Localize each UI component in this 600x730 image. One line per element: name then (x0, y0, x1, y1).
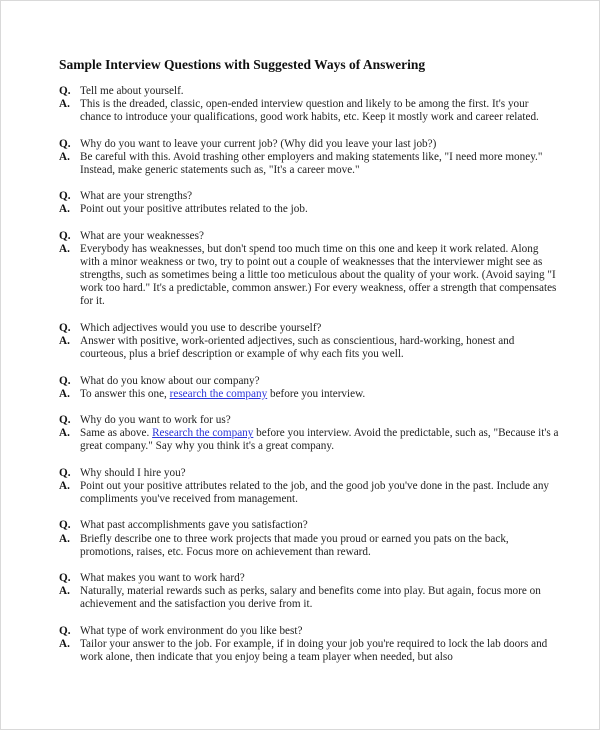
qa-item (59, 519, 559, 558)
answer-text: Be careful with this. Avoid trashing other employers and making statements like, "I need more money." Instead, make generic statements such as, "It's a career move." (80, 150, 543, 176)
answer-text-after: before you interview. (267, 387, 366, 400)
question-label: Q. (59, 85, 71, 97)
qa-item (59, 375, 559, 401)
answer-label: A. (59, 334, 70, 347)
answer-text (80, 427, 559, 453)
question-label: Q. (59, 572, 71, 585)
qa-list (59, 85, 559, 677)
answer-text: Answer with positive, work-oriented adjectives, such as conscientious, hard-working, honest and courteous, plus a brief description or example of why each fits you well. (80, 334, 515, 361)
answer-label: A. (59, 150, 70, 163)
qa-item (59, 414, 559, 453)
answer-label: A. (59, 203, 70, 216)
question-label: Q. (59, 229, 71, 242)
qa-item (59, 138, 559, 177)
question-text: Why do you want to work for us? (80, 414, 231, 427)
research-company-link[interactable]: Research the company (152, 427, 254, 440)
answer-text: Everybody has weaknesses, but don't spend too much time on this one and keep it work related. Along with a minor weakness or two, try to point out a couple of weaknesses that the interviewer might see as strengths, such as sometimes being a little too meticulous about the quality of your work. (Avoid saying "I work too hard." It's a predictable, common answer.) For every weakness, offer a strength that compensates for it. (80, 243, 557, 308)
answer-text-before: To answer this one, (80, 387, 170, 400)
question-text: What past accomplishments gave you satisfaction? (80, 519, 308, 532)
question-text: What makes you want to work hard? (80, 572, 245, 585)
question-label: Q. (59, 137, 71, 150)
answer-label: A. (59, 637, 70, 650)
answer-text: Naturally, material rewards such as perks, salary and benefits come into play. But again, focus more on achievement and the satisfaction you derive from it. (80, 585, 541, 611)
answer-text: Tailor your answer to the job. For example, if in doing your job you're required to lock the lab doors and work alone, then indicate that you enjoy being a team player when needed, but also (80, 637, 548, 663)
answer-label: A. (59, 243, 70, 256)
answer-text-before: Same as above. (80, 427, 153, 440)
answer-text: This is the dreaded, classic, open-ended interview question and likely to be among the first. It's your chance to introduce your qualifications, good work habits, etc. Keep it mostly work and career related. (80, 98, 539, 124)
research-company-link[interactable]: research the company (169, 387, 268, 400)
qa-item (59, 625, 559, 664)
question-text: Why do you want to leave your current job? (Why did you leave your last job?) (80, 137, 437, 150)
answer-label: A. (59, 585, 70, 598)
question-label: Q. (59, 624, 71, 637)
answer-label: A. (59, 98, 70, 111)
question-label: Q. (59, 519, 71, 532)
question-text: What are your strengths? (80, 190, 193, 203)
qa-item (59, 467, 559, 506)
answer-text: Briefly describe one to three work projects that made you proud or earned you pats on the back, promotions, raises, etc. Focus more on achievement than reward. (80, 532, 509, 558)
answer-label: A. (59, 479, 70, 492)
question-label: Q. (59, 466, 71, 479)
answer-label: A. (59, 532, 70, 545)
question-text: Which adjectives would you use to describe yourself? (80, 321, 322, 334)
question-text: Why should I hire you? (80, 466, 186, 479)
answer-text-after: before you interview. Avoid the predictable, such as, "Because it's a great company." Say why you think it's a great company. (80, 427, 559, 453)
question-label: Q. (59, 374, 71, 387)
question-text: What are your weaknesses? (80, 229, 204, 242)
answer-text: Point out your positive attributes related to the job, and the good job you've done in the past. Include any compliments you've received from management. (80, 479, 550, 505)
answer-label: A. (59, 387, 70, 400)
qa-item (59, 322, 559, 361)
answer-text: Point out your positive attributes related to the job. (80, 203, 308, 216)
question-text: What type of work environment do you like best? (80, 624, 303, 637)
document-title: Sample Interview Questions with Suggested Ways of Answering (59, 57, 426, 72)
question-text: What do you know about our company? (80, 374, 260, 387)
answer-text (80, 388, 559, 401)
qa-item (59, 230, 559, 309)
question-label: Q. (59, 321, 71, 334)
qa-item (59, 190, 559, 216)
qa-item (59, 572, 559, 611)
answer-label: A. (59, 427, 70, 440)
question-text: Tell me about yourself. (80, 85, 184, 97)
question-label: Q. (59, 414, 71, 427)
qa-item (59, 85, 559, 124)
question-label: Q. (59, 190, 71, 203)
